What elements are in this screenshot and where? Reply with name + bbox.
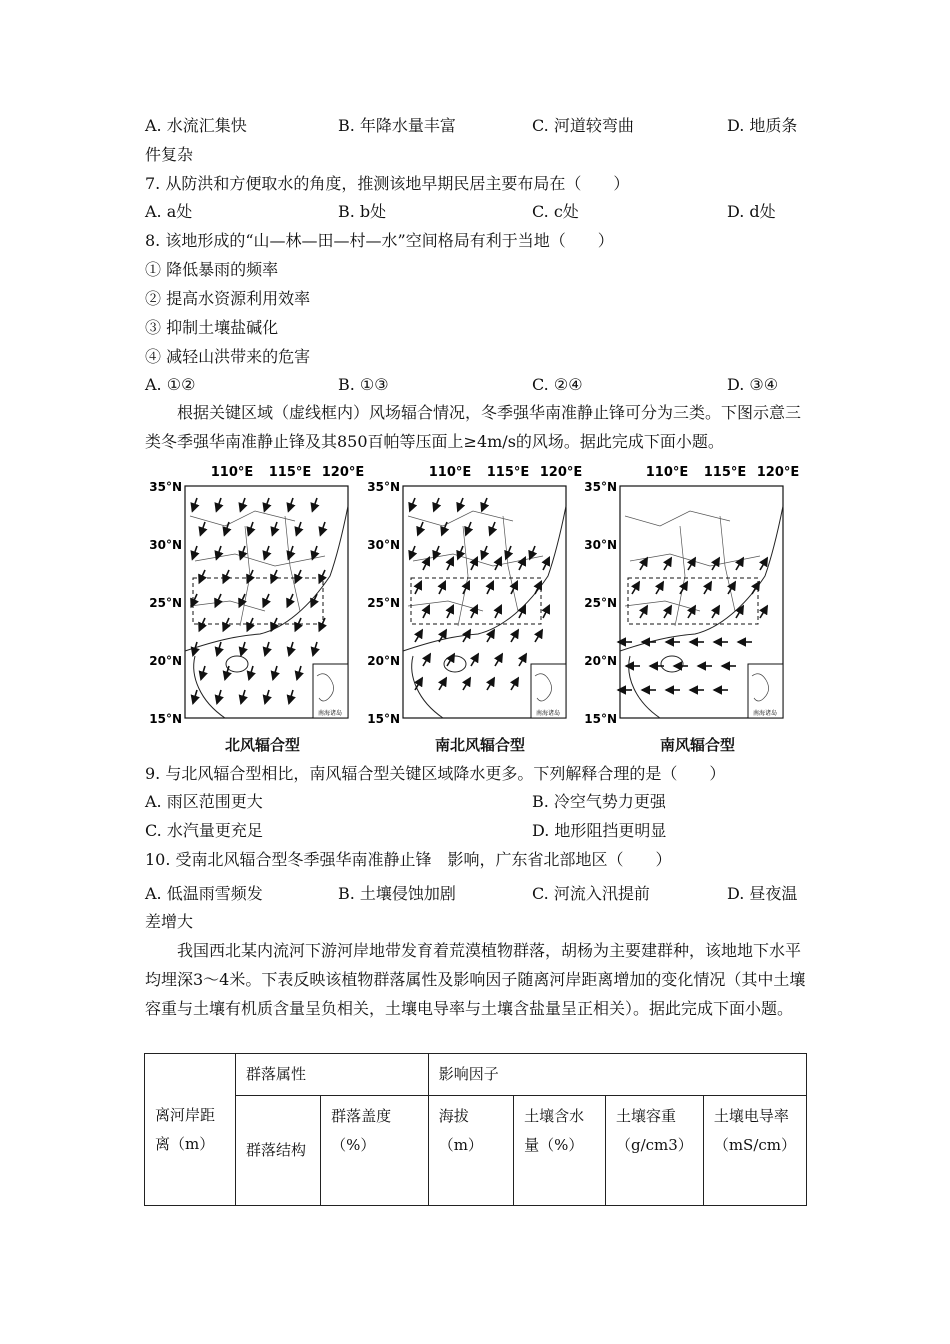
q10-option-c[interactable]: C. 河流入汛提前 — [532, 884, 650, 903]
q7-option-d[interactable]: D. d处 — [727, 202, 776, 221]
wind-arrow — [471, 654, 478, 666]
lon-label: 115°E — [268, 465, 312, 480]
wind-arrow — [271, 570, 277, 583]
table-group-factors: 影响因子 — [428, 1054, 806, 1096]
wind-arrow — [216, 546, 221, 559]
wind-arrow — [313, 642, 317, 655]
lat-label: 35°N — [367, 480, 400, 494]
lon-label: 115°E — [486, 465, 530, 480]
wind-arrow — [434, 498, 439, 511]
q7-option-b[interactable]: B. b处 — [338, 202, 387, 221]
wind-arrow — [312, 498, 317, 511]
lon-label: 120°E — [321, 465, 365, 480]
wind-arrow — [289, 642, 293, 655]
wind-field-maps — [140, 462, 810, 752]
wind-arrow — [447, 605, 453, 618]
wind-arrow — [423, 654, 430, 666]
table-col-bulk-density: 土壤容重（g/cm3） — [605, 1096, 703, 1206]
wind-arrow — [736, 606, 743, 618]
wind-arrow — [439, 581, 445, 594]
wind-arrow — [511, 630, 518, 642]
hainan-island — [226, 656, 248, 672]
lat-label: 15°N — [584, 712, 617, 726]
wind-arrow — [217, 690, 221, 703]
wind-arrow — [463, 581, 469, 594]
lat-label: 30°N — [584, 538, 617, 552]
q9-stem: 9. 与北风辐合型相比，南风辐合型关键区域降水更多。下列解释合理的是（ ） — [145, 764, 726, 783]
wind-arrow — [482, 498, 487, 511]
q10-option-b[interactable]: B. 土壤侵蚀加剧 — [338, 884, 456, 903]
inset-label: 南海诸岛 — [535, 710, 561, 717]
wind-arrow — [264, 498, 269, 511]
q6-option-d-wrap: 件复杂 — [145, 145, 194, 164]
lat-label: 30°N — [367, 538, 400, 552]
wind-arrow — [519, 654, 526, 666]
wind-arrow — [458, 498, 463, 511]
wind-arrow — [752, 582, 759, 594]
table-col-conductivity: 土壤电导率（mS/cm） — [703, 1096, 806, 1206]
wind-arrow — [296, 522, 301, 535]
lat-label: 30°N — [149, 538, 182, 552]
wind-arrow — [192, 546, 197, 559]
community-table — [144, 1053, 807, 1206]
wind-arrow — [487, 630, 494, 642]
q6-option-b[interactable]: B. 年降水量丰富 — [338, 116, 456, 135]
wind-arrow — [760, 606, 767, 618]
q6-option-c[interactable]: C. 河道较弯曲 — [532, 116, 634, 135]
intro-paragraph-fronts: 根据关键区域（虚线框内）风场辐合情况，冬季强华南准静止锋可分为三类。下图示意三类冬季强华南准静止锋及其850百帕等压面上≥4m/s的风场。据此完成下面小题。 — [145, 403, 802, 451]
wind-arrow — [192, 498, 197, 511]
wind-arrow — [664, 606, 671, 618]
wind-arrow — [248, 522, 253, 535]
province-border — [195, 554, 325, 566]
wind-arrow — [535, 581, 541, 594]
wind-arrow — [442, 522, 447, 535]
wind-arrow — [240, 498, 245, 511]
q10-option-a[interactable]: A. 低温雨雪频发 — [145, 884, 263, 903]
wind-arrow — [193, 690, 197, 703]
q10-stem: 10. 受南北风辐合型冬季强华南准静止锋 影响，广东省北部地区（ ） — [145, 850, 672, 869]
lon-label: 110°E — [210, 465, 254, 480]
wind-arrow — [423, 605, 429, 618]
province-border — [625, 511, 730, 526]
wind-arrow — [241, 642, 245, 655]
q8-item-1: ① 降低暴雨的频率 — [145, 260, 279, 279]
wind-arrow — [216, 498, 221, 511]
q9-option-d[interactable]: D. 地形阻挡更明显 — [532, 821, 667, 840]
intro-paragraph-vegetation: 我国西北某内流河下游河岸地带发育着荒漠植物群落，胡杨为主要建群种，该地地下水平均埋深3～4米。下表反映该植物群落属性及影响因子随离河岸距离增加的变化情况（其中土壤容重与土壤有机质含量呈负相关，土壤电导率与土壤含盐量呈正相关）。据此完成下面小题。 — [145, 941, 806, 1018]
lat-label: 20°N — [367, 654, 400, 668]
wind-arrow — [439, 630, 446, 642]
wind-arrow — [487, 678, 494, 690]
table-group-community: 群落属性 — [235, 1054, 428, 1096]
lon-label: 120°E — [756, 465, 800, 480]
wind-arrow — [240, 546, 245, 559]
lat-label: 15°N — [367, 712, 400, 726]
wind-arrow — [543, 557, 549, 570]
wind-arrow — [263, 594, 269, 607]
wind-arrow — [543, 605, 549, 618]
province-border — [408, 601, 483, 611]
table-col-moisture: 土壤含水量（%） — [514, 1096, 606, 1206]
wind-arrow — [287, 594, 293, 607]
wind-arrow — [410, 498, 415, 511]
province-border — [458, 526, 468, 626]
wind-arrow — [265, 690, 269, 703]
q6-option-d[interactable]: D. 地质条 — [727, 116, 798, 135]
wind-arrow — [311, 594, 317, 607]
key-region-box — [411, 578, 541, 624]
q7-option-c[interactable]: C. c处 — [532, 202, 579, 221]
lat-label: 35°N — [149, 480, 182, 494]
wind-arrow — [519, 557, 525, 570]
wind-arrow — [704, 582, 711, 594]
wind-arrow — [487, 581, 493, 594]
wind-arrow — [247, 570, 253, 583]
q6-option-a[interactable]: A. 水流汇集快 — [145, 116, 247, 135]
key-region-box — [628, 578, 758, 624]
wind-arrow — [495, 557, 501, 570]
wind-arrow — [224, 522, 229, 535]
wind-arrow — [273, 666, 277, 679]
lon-label: 115°E — [703, 465, 747, 480]
map-caption-south: 南风辐合型 — [660, 736, 736, 754]
wind-arrow — [495, 605, 501, 618]
wind-arrow — [415, 581, 421, 594]
wind-arrow — [241, 690, 245, 703]
q8-option-a[interactable]: A. ①② — [145, 375, 196, 394]
inset-label: 南海诸岛 — [317, 710, 343, 717]
wind-arrow — [415, 630, 422, 642]
wind-arrow — [530, 546, 535, 559]
lat-label: 25°N — [367, 596, 400, 610]
hainan-island — [661, 656, 683, 672]
wind-arrow — [471, 605, 477, 618]
wind-arrow — [656, 582, 663, 594]
wind-arrow — [312, 546, 317, 559]
wind-arrow — [320, 522, 325, 535]
q9-option-b[interactable]: B. 冷空气势力更强 — [532, 792, 666, 811]
inset-label: 南海诸岛 — [752, 710, 778, 717]
wind-arrow — [664, 558, 671, 570]
province-border — [625, 601, 700, 611]
wind-arrow — [199, 570, 205, 583]
q9-option-c[interactable]: C. 水汽量更充足 — [145, 821, 263, 840]
q8-item-2: ② 提高水资源利用效率 — [145, 289, 311, 308]
q7-stem: 7. 从防洪和方便取水的角度，推测该地早期民居主要布局在（ ） — [145, 174, 630, 193]
wind-arrow — [200, 522, 205, 535]
table-col-coverage: 群落盖度（%） — [321, 1096, 429, 1206]
wind-arrow — [447, 654, 454, 666]
lat-label: 15°N — [149, 712, 182, 726]
lat-label: 25°N — [149, 596, 182, 610]
coastline-west — [194, 656, 225, 718]
q10-option-d[interactable]: D. 昼夜温 — [727, 884, 798, 903]
wind-arrow — [490, 522, 495, 535]
q8-option-d[interactable]: D. ③④ — [727, 375, 779, 394]
q8-option-b[interactable]: B. ①③ — [338, 375, 389, 394]
wind-arrow — [201, 666, 205, 679]
wind-arrow — [712, 558, 719, 570]
wind-arrow — [265, 642, 269, 655]
lat-label: 20°N — [584, 654, 617, 668]
wind-arrow — [482, 546, 487, 559]
map-north-wind — [140, 462, 365, 752]
wind-arrow — [712, 606, 719, 618]
wind-arrow — [463, 678, 470, 690]
lon-label: 120°E — [539, 465, 583, 480]
map-south-wind — [575, 462, 800, 752]
table-col-structure: 群落结构 — [235, 1096, 320, 1206]
wind-arrow — [640, 606, 647, 618]
wind-arrow — [632, 582, 639, 594]
table-col-altitude: 海拔（m） — [428, 1096, 513, 1206]
province-border — [408, 511, 513, 526]
wind-arrow — [466, 522, 471, 535]
q9-option-a[interactable]: A. 雨区范围更大 — [145, 792, 263, 811]
wind-arrow — [217, 642, 221, 655]
map-north-south-wind — [358, 462, 583, 752]
q8-item-3: ③ 抑制土壤盐碱化 — [145, 318, 279, 337]
wind-arrow — [295, 570, 301, 583]
wind-arrow — [288, 546, 293, 559]
lon-label: 110°E — [645, 465, 689, 480]
wind-arrow — [410, 546, 415, 559]
wind-arrow — [418, 522, 423, 535]
wind-arrow — [264, 546, 269, 559]
wind-arrow — [319, 570, 325, 583]
map-caption-north: 北风辐合型 — [225, 736, 301, 754]
table-head-distance: 离河岸距离（m） — [145, 1054, 236, 1206]
lon-label: 110°E — [428, 465, 472, 480]
wind-arrow — [288, 498, 293, 511]
q8-item-4: ④ 减轻山洪带来的危害 — [145, 347, 311, 366]
province-border — [190, 601, 265, 611]
q8-stem: 8. 该地形成的“山—林—田—村—水”空间格局有利于当地（ ） — [145, 231, 614, 250]
wind-arrow — [495, 654, 502, 666]
lat-label: 25°N — [584, 596, 617, 610]
wind-arrow — [191, 594, 197, 607]
wind-arrow — [415, 678, 422, 690]
wind-arrow — [760, 558, 767, 570]
wind-arrow — [439, 678, 446, 690]
wind-arrow — [297, 666, 301, 679]
q10-option-d-wrap: 差增大 — [145, 912, 194, 931]
wind-arrow — [447, 557, 453, 570]
province-border — [240, 526, 250, 626]
wind-arrow — [640, 558, 647, 570]
wind-arrow — [215, 594, 221, 607]
lat-label: 35°N — [584, 480, 617, 494]
wind-arrow — [272, 522, 277, 535]
q7-option-a[interactable]: A. a处 — [145, 202, 193, 221]
wind-arrow — [289, 690, 293, 703]
province-border — [190, 511, 295, 526]
wind-arrow — [249, 666, 253, 679]
lat-label: 20°N — [149, 654, 182, 668]
key-region-box — [193, 578, 323, 624]
wind-arrow — [223, 570, 229, 583]
map-caption-north-south: 南北风辐合型 — [435, 736, 526, 754]
q8-option-c[interactable]: C. ②④ — [532, 375, 583, 394]
province-border — [675, 526, 685, 626]
province-border — [630, 554, 760, 566]
wind-arrow — [511, 678, 518, 690]
wind-arrow — [535, 630, 542, 642]
